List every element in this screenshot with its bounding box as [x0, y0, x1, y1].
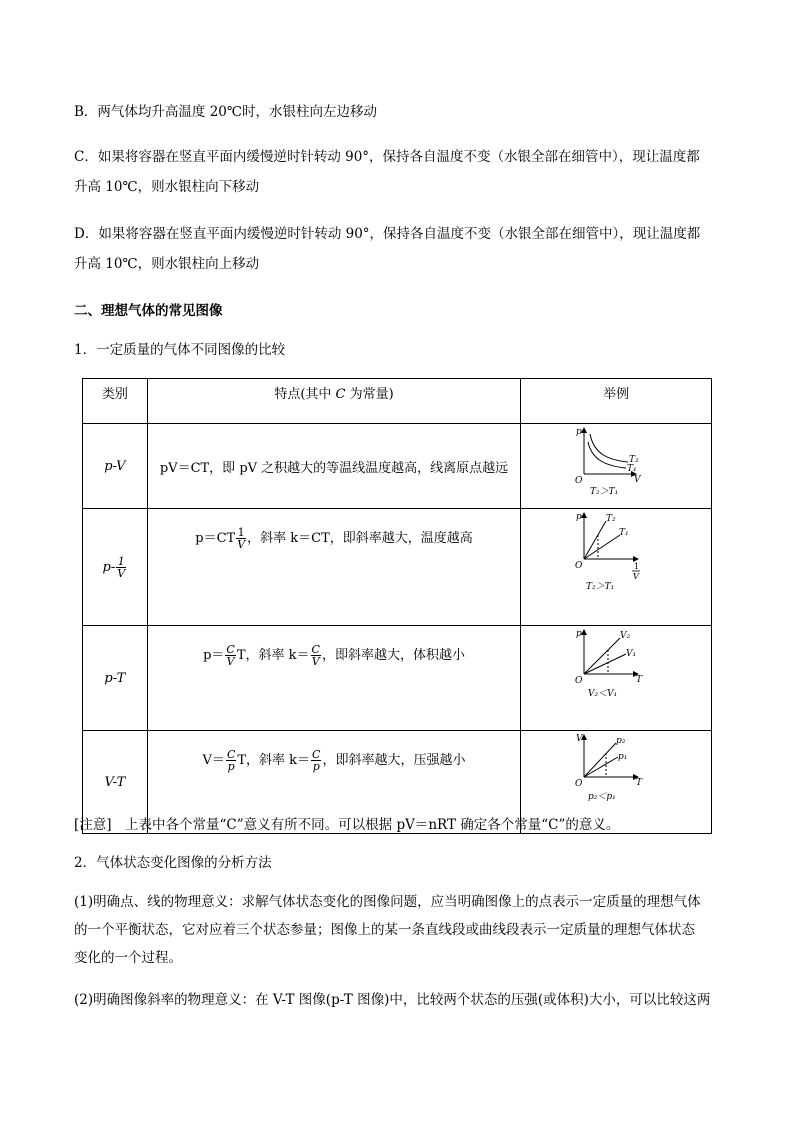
note-paragraph: [注意] 上表中各个常量“C”意义有所不同。可以根据 pV＝nRT 确定各个常量“C”的意义。: [74, 817, 620, 833]
pt-line-v2: [584, 638, 620, 674]
pt-chart: [556, 626, 676, 706]
subsection-2-title: 2．气体状态变化图像的分析方法: [74, 855, 272, 871]
option-d-line2: 升高 10℃，则水银柱向上移动: [74, 256, 260, 272]
header-example: 举例: [521, 379, 712, 424]
header-feature: 特点(其中 C 为常量): [147, 379, 521, 424]
vt-relation-note: p₂＜p₁: [588, 792, 616, 802]
option-d-line1: D．如果将容器在竖直平面内缓慢逆时针转动 90°，保持各自温度不变（水银全部在细管中），现让温度都: [74, 226, 701, 242]
para1-line2: 的一个平衡状态，它对应着三个状态参量；图像上的某一条直线段或曲线段表示一定质量的理想气体状态: [74, 922, 695, 938]
vt-chart: [556, 731, 676, 809]
pt-origin: O: [575, 676, 583, 686]
header-category: 类别: [83, 379, 148, 424]
para2-line1: (2)明确图像斜率的物理意义：在 V-T 图像(p-T 图像)中，比较两个状态的压强(或体积)大小，可以比较这两: [74, 992, 711, 1008]
p-invv-line-t1: [584, 535, 620, 559]
pt-line-label-v2: V₂: [620, 631, 631, 641]
p-invv-x-num: 1: [634, 562, 640, 571]
pv-relation-note: T₂＞T₁: [590, 487, 619, 497]
pt-y-label: p: [576, 629, 582, 639]
para1-line1: (1)明确点、线的物理意义：求解气体状态变化的图像问题，应当明确图像上的点表示一定质量的理想气体: [74, 894, 701, 910]
pv-y-label: p: [576, 427, 582, 437]
pt-x-label: T: [636, 675, 643, 685]
vt-line-p1: [584, 757, 618, 777]
option-b: B．两气体均升高温度 20℃时，水银柱向左边移动: [74, 104, 377, 120]
row-feature-pv: pV＝CT，即 pV 之积越大的等温线温度越高，线离原点越远: [147, 424, 521, 509]
row-feature-pt: p＝ $\frac{C}{V}$ T，斜率 k＝ $\frac{C}{V}$ ，即斜率越大，体积越小: [147, 626, 521, 731]
para1-line3: 变化的一个过程。: [74, 950, 182, 966]
vt-line-label-p1: p₁: [618, 752, 628, 762]
p-invv-line-t2: [584, 521, 606, 559]
pt-line-label-v1: V₁: [626, 649, 637, 659]
vt-line-label-p2: p₂: [616, 736, 626, 746]
section-title: 二、理想气体的常见图像: [74, 303, 223, 319]
p-invv-line-label-t1: T₁: [619, 528, 629, 538]
table-row: [83, 424, 712, 509]
gas-graph-comparison-table: [82, 378, 712, 834]
row-label-pt: p-T: [83, 626, 148, 731]
vt-origin: O: [575, 779, 583, 789]
p-invv-chart: [556, 509, 676, 599]
vt-line-p2: [584, 743, 616, 777]
p-invv-origin: O: [575, 561, 583, 571]
p-invv-relation-note: T₂＞T₁: [586, 582, 615, 592]
row-example-pv: [521, 424, 712, 509]
pt-relation-note: V₂＜V₁: [588, 689, 618, 699]
row-feature-p-invv: p＝CT $\frac{1}{V}$ ，斜率 k＝CT，即斜率越大，温度越高: [147, 509, 521, 626]
option-c-line1: C．如果将容器在竖直平面内缓慢逆时针转动 90°，保持各自温度不变（水银全部在细管中），现让温度都: [74, 149, 700, 165]
pv-isotherm-chart: [556, 424, 676, 498]
subsection-1-title: 1．一定质量的气体不同图像的比较: [74, 342, 286, 358]
table-header-row: [83, 379, 712, 424]
pv-curve-t1: [588, 442, 626, 468]
option-c-line2: 升高 10℃，则水银柱向下移动: [74, 179, 260, 195]
pv-curve-label-t1: T₁: [627, 464, 637, 474]
row-example-p-invv: [521, 509, 712, 626]
row-example-pt: [521, 626, 712, 731]
pv-curve-label-t2: T₂: [629, 455, 639, 465]
p-invv-line-label-t2: T₂: [606, 514, 616, 524]
table-row: [83, 509, 712, 626]
row-feature-vt: V＝ $\frac{C}{p}$ T，斜率 k＝ $\frac{C}{p}$ ，即斜率越大，压强越小: [147, 731, 521, 834]
p-invv-y-label: p: [576, 512, 582, 522]
pv-x-label: V: [634, 475, 641, 485]
pv-origin: O: [575, 476, 583, 486]
table-row: [83, 626, 712, 731]
pv-curve-t2: [590, 434, 628, 462]
row-label-p-invv: p- $\frac{1}{V}$: [83, 509, 148, 626]
row-label-vt: V-T: [83, 731, 148, 834]
vt-y-label: V: [576, 734, 583, 744]
row-label-pv: p-V: [83, 424, 148, 509]
p-invv-x-den: V: [633, 572, 639, 581]
vt-x-label: T: [636, 778, 643, 788]
pt-line-v1: [584, 654, 626, 674]
